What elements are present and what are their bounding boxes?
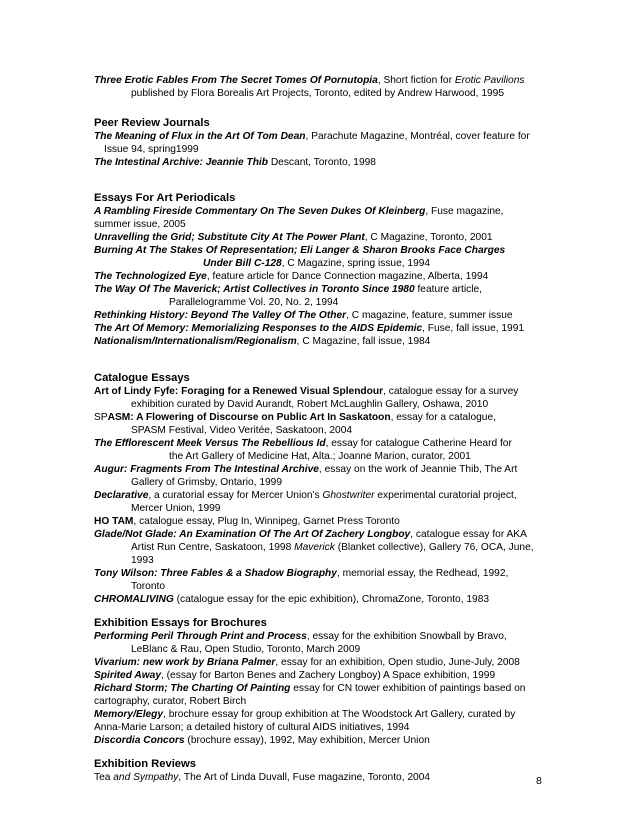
section-heading-peer-review: Peer Review Journals [94,117,210,129]
entry-unravelling-grid [94,231,554,244]
entry-text: , essay for a catalogue, [390,412,496,423]
entry-technologized-eye [94,270,554,283]
entry-title: The Technologized Eye [94,271,207,282]
entry-memory-elegy-cont: Anna-Marie Larson; a detailed history of cultural AIDS initiatives, 1994 [94,722,410,733]
entry-tea-and-sympathy [94,771,554,784]
entry-title: Memory/Elegy [94,709,164,720]
entry-text: (Blanket collective), Gallery 76, OCA, June, [334,542,534,553]
entry-text: Descant, Toronto, 1998 [267,157,376,168]
entry-spirited-away [94,669,554,682]
entry-text: , catalogue essay for AKA [410,529,527,540]
entry-vivarium [94,656,554,669]
entry-declarative-cont: Mercer Union, 1999 [131,503,221,514]
entry-spasm [94,411,554,424]
entry-glade-cont [94,541,554,554]
entry-text: , essay for catalogue Catherine Heard for [325,438,512,449]
entry-title-prefix: SP [94,412,108,423]
entry-flux-cont: Issue 94, spring1999 [104,144,199,155]
entry-title: The Intestinal Archive: Jeannie Thib [94,157,268,168]
entry-text: , essay on the work of Jeannie Thib, The Art [318,464,518,475]
entry-title: Richard Storm; The Charting Of Painting [94,683,291,694]
entry-augur [94,463,554,476]
entry-intestinal-archive [94,156,554,169]
entry-nationalism [94,335,554,348]
entry-text: , C Magazine, Toronto, 2001 [364,232,493,243]
entry-performing-peril [94,630,554,643]
entry-title: The Meaning of Flux in the Art Of Tom Dean [94,131,306,142]
entry-title: Vivarium: new work by Briana Palmer [94,657,276,668]
section-heading-essays-periodicals: Essays For Art Periodicals [94,192,236,204]
entry-text: , feature article for Dance Connection magazine, Alberta, 1994 [206,271,489,282]
entry-lindy-fyfe [94,385,554,398]
entry-title: Tony Wilson: Three Fables & a Shadow Biography [94,568,337,579]
entry-chromaliving [94,593,554,606]
entry-art-of-memory [94,322,554,335]
entry-italic: and Sympathy [113,772,179,783]
entry-glade-cont-2: 1993 [131,555,154,566]
entry-glade [94,528,554,541]
entry-title: The Efflorescent Meek Versus The Rebellious Id [94,438,326,449]
entry-burning-stakes-cont [94,257,554,270]
entry-way-of-maverick-cont: Parallelogramme Vol. 20, No. 2, 1994 [169,297,339,308]
entry-italic: Erotic Pavilions [454,75,525,86]
entry-augur-cont: Gallery of Grimsby, Ontario, 1999 [131,477,282,488]
entry-title: Discordia Concors [94,735,185,746]
entry-text: Artist Run Centre, Saskatoon, 1998 [131,542,295,553]
entry-title: Augur: Fragments From The Intestinal Archive [94,464,319,475]
entry-text: , memorial essay, the Redhead, 1992, [336,568,509,579]
entry-italic: Ghostwriter [322,490,375,501]
entry-rethinking-history [94,309,554,322]
entry-italic: Maverick [294,542,335,553]
entry-declarative [94,489,554,502]
entry-burning-stakes [94,244,554,257]
entry-text: essay for CN tower exhibition of paintings based on [290,683,526,694]
entry-text: , essay for the exhibition Snowball by Bravo, [306,631,507,642]
entry-discordia-concors [94,734,554,747]
entry-text: , The Art of Linda Duvall, Fuse magazine, Toronto, 2004 [178,772,431,783]
entry-title: The Way Of The Maverick; Artist Collectives in Toronto Since 1980 [94,284,415,295]
entry-text: feature article, [414,284,483,295]
entry-title: Three Erotic Fables From The Secret Tomes Of Pornutopia [94,75,378,86]
entry-tony-wilson [94,567,554,580]
entry-title: HO TAM [94,516,134,527]
entry-title: Performing Peril Through Print and Process [94,631,307,642]
entry-title: Burning At The Stakes Of Representation; Eli Langer & Sharon Brooks Face Charges [94,245,506,256]
entry-text: , Parachute Magazine, Montréal, cover feature for [305,131,530,142]
entry-richard-storm [94,682,554,695]
entry-title: Art of Lindy Fyfe: Foraging for a Renewed Visual Splendour [94,386,384,397]
entry-text: , brochure essay for group exhibition at The Woodstock Art Gallery, curated by [163,709,516,720]
entry-erotic-fables [94,74,554,87]
entry-title: ASM: A Flowering of Discourse on Public Art In Saskatoon [107,412,391,423]
entry-richard-storm-cont: cartography, curator, Robert Birch [94,696,247,707]
entry-title: Spirited Away [94,670,161,681]
entry-title: CHROMALIVING [94,594,174,605]
entry-text: , Fuse magazine, [425,206,504,217]
entry-text: , (essay for Barton Benes and Zachery Longboy) A Space exhibition, 1999 [161,670,496,681]
page-number: 8 [536,775,542,787]
entry-way-of-maverick [94,283,554,296]
entry-title: Rethinking History: Beyond The Valley Of The Other [94,310,347,321]
entry-text: , C Magazine, fall issue, 1984 [296,336,431,347]
entry-title: Declarative [94,490,149,501]
entry-text: , a curatorial essay for Mercer Union's [148,490,323,501]
document-body [94,74,554,784]
entry-text: (brochure essay), 1992, May exhibition, Mercer Union [184,735,430,746]
entry-text: Tea [94,772,114,783]
entry-rambling-fireside [94,205,554,218]
entry-memory-elegy [94,708,554,721]
entry-tony-wilson-cont: Toronto [131,581,165,592]
entry-text: , Fuse, fall issue, 1991 [422,323,525,334]
entry-title-cont: Under Bill C-128 [203,258,282,269]
section-heading-catalogue-essays: Catalogue Essays [94,372,190,384]
entry-title: Unravelling the Grid; Substitute City At The Power Plant [94,232,365,243]
entry-title: A Rambling Fireside Commentary On The Seven Dukes Of Kleinberg [94,206,426,217]
entry-efflorescent-meek [94,437,554,450]
entry-title: Nationalism/Internationalism/Regionalism [94,336,297,347]
entry-text: , Short fiction for [377,75,455,86]
entry-text: experimental curatorial project, [374,490,517,501]
entry-spasm-cont: SPASM Festival, Video Veritée, Saskatoon, 2004 [131,425,353,436]
entry-ho-tam [94,515,554,528]
entry-text: , C Magazine, spring issue, 1994 [281,258,431,269]
entry-title: The Art Of Memory: Memorializing Responses to the AIDS Epidemic [94,323,423,334]
entry-text: , catalogue essay for a survey [383,386,519,397]
section-heading-brochures: Exhibition Essays for Brochures [94,617,267,629]
entry-lindy-fyfe-cont: exhibition curated by David Aurandt, Robert McLaughlin Gallery, Oshawa, 2010 [131,399,489,410]
entry-efflorescent-meek-cont: the Art Gallery of Medicine Hat, Alta.; Joanne Marion, curator, 2001 [169,451,471,462]
entry-text: , catalogue essay, Plug In, Winnipeg, Garnet Press Toronto [133,516,400,527]
entry-text: , C magazine, feature, summer issue [346,310,513,321]
entry-text: , essay for an exhibition, Open studio, June-July, 2008 [275,657,520,668]
entry-title: Glade/Not Glade: An Examination Of The Art Of Zachery Longboy [94,529,411,540]
entry-flux [94,130,554,143]
entry-text: (catalogue essay for the epic exhibition), ChromaZone, Toronto, 1983 [173,594,490,605]
entry-performing-peril-cont: LeBlanc & Rau, Open Studio, Toronto, March 2009 [131,644,361,655]
entry-erotic-fables-cont: published by Flora Borealis Art Projects, Toronto, edited by Andrew Harwood, 1995 [131,88,504,99]
section-heading-reviews: Exhibition Reviews [94,758,196,770]
entry-rambling-fireside-cont: summer issue, 2005 [94,219,186,230]
